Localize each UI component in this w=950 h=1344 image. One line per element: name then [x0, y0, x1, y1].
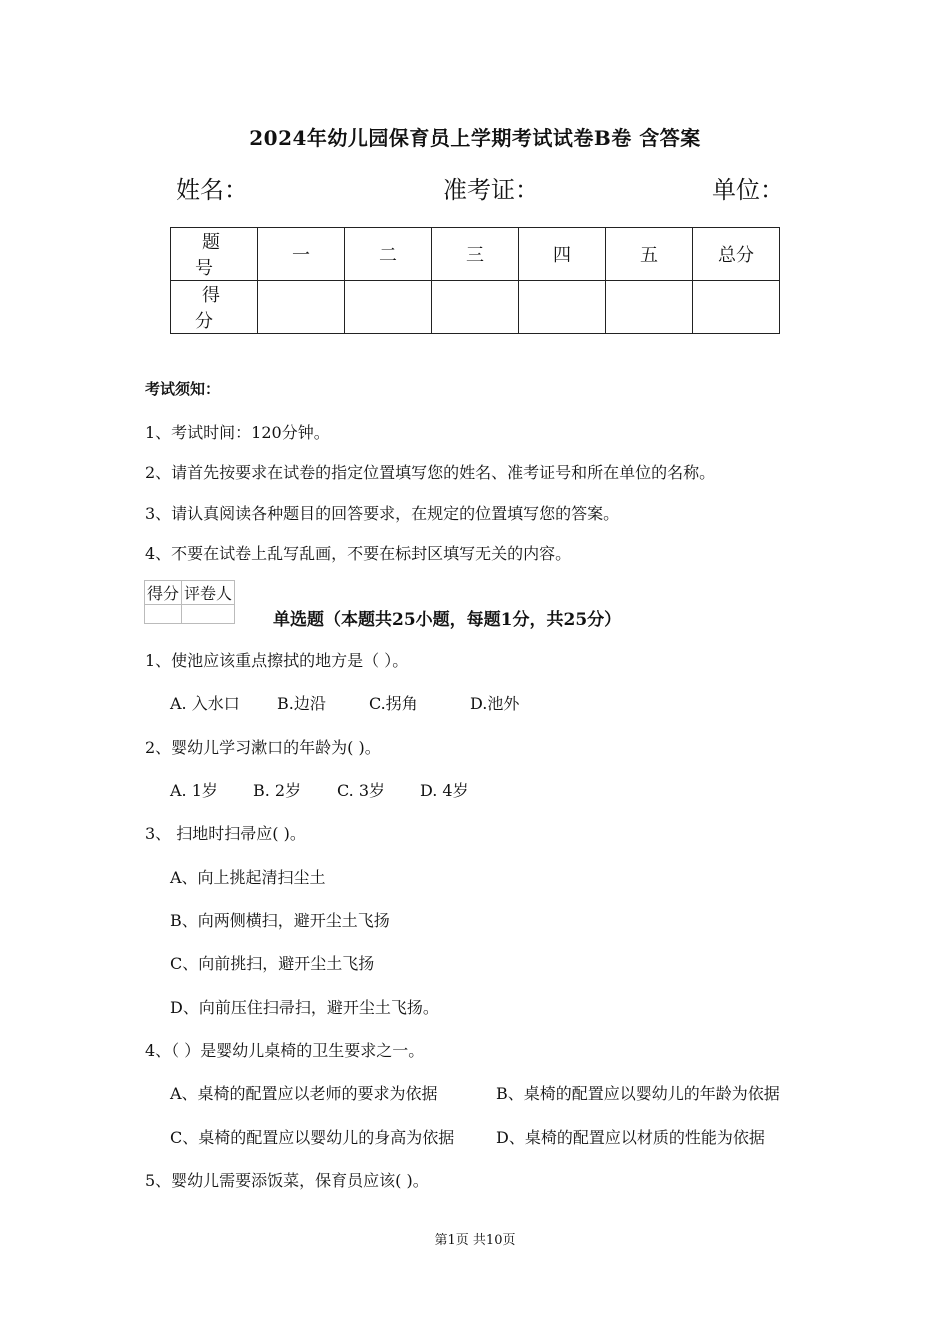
section-5-header: 五 — [606, 228, 693, 281]
grader-name-cell[interactable] — [182, 605, 235, 624]
total-header: 总分 — [693, 228, 780, 281]
name-field-label: 姓名： — [176, 176, 248, 204]
question-number-label: 题 号 — [171, 228, 258, 281]
score-cell-5[interactable] — [606, 281, 693, 334]
score-cell-total[interactable] — [693, 281, 780, 334]
ticket-field-label: 准考证： — [443, 176, 539, 204]
option: A、桌椅的配置应以老师的要求为依据 — [170, 1084, 438, 1103]
option: C、桌椅的配置应以婴幼儿的身高为依据 — [170, 1128, 455, 1147]
option: C、向前挑扫，避开尘土飞扬 — [170, 954, 375, 973]
notice-item: 1、考试时间：120分钟。 — [145, 423, 330, 442]
option: B、向两侧横扫，避开尘土飞扬 — [170, 911, 390, 930]
option: D. 4岁 — [420, 781, 469, 800]
question-stem: 4、（ ）是婴幼儿桌椅的卫生要求之一。 — [145, 1041, 425, 1060]
option: D、桌椅的配置应以材质的性能为依据 — [496, 1128, 765, 1147]
score-cell-2[interactable] — [345, 281, 432, 334]
score-label: 得 分 — [171, 281, 258, 334]
grader-box — [144, 580, 235, 624]
grader-name-label: 评卷人 — [182, 581, 235, 605]
score-table — [170, 227, 780, 334]
section-2-header: 二 — [345, 228, 432, 281]
page-footer: 第1页 共10页 — [434, 1233, 516, 1248]
question-stem: 3、 扫地时扫帚应( )。 — [145, 824, 306, 843]
score-cell-4[interactable] — [519, 281, 606, 334]
section-1-header: 一 — [258, 228, 345, 281]
unit-field-label: 单位： — [712, 176, 784, 204]
page-title: 2024年幼儿园保育员上学期考试试卷B卷 含答案 — [249, 126, 701, 150]
grader-score-cell[interactable] — [145, 605, 182, 624]
grader-score-label: 得分 — [145, 581, 182, 605]
notice-item: 3、请认真阅读各种题目的回答要求，在规定的位置填写您的答案。 — [145, 504, 620, 523]
score-cell-3[interactable] — [432, 281, 519, 334]
option: D、向前压住扫帚扫，避开尘土飞扬。 — [170, 998, 439, 1017]
option: B. 2岁 — [253, 781, 302, 800]
notice-item: 2、请首先按要求在试卷的指定位置填写您的姓名、准考证号和所在单位的名称。 — [145, 463, 716, 482]
question-stem: 5、婴幼儿需要添饭菜，保育员应该( )。 — [145, 1171, 429, 1190]
option: B、桌椅的配置应以婴幼儿的年龄为依据 — [496, 1084, 780, 1103]
option: C. 3岁 — [337, 781, 386, 800]
option: A. 入水口 — [170, 694, 240, 713]
option: A、向上挑起清扫尘土 — [170, 868, 326, 887]
score-cell-1[interactable] — [258, 281, 345, 334]
option: B.边沿 — [277, 694, 326, 713]
section-3-header: 三 — [432, 228, 519, 281]
question-stem: 2、婴幼儿学习漱口的年龄为( )。 — [145, 738, 381, 757]
option: A. 1岁 — [170, 781, 218, 800]
question-stem: 1、使池应该重点擦拭的地方是（ ）。 — [145, 651, 409, 670]
score-header-row — [171, 228, 780, 281]
notice-item: 4、不要在试卷上乱写乱画，不要在标封区填写无关的内容。 — [145, 544, 572, 563]
notice-heading: 考试须知： — [145, 380, 221, 398]
section-title: 单选题（本题共25小题，每题1分，共25分） — [273, 610, 622, 630]
option: D.池外 — [470, 694, 520, 713]
section-4-header: 四 — [519, 228, 606, 281]
option: C.拐角 — [369, 694, 418, 713]
score-value-row — [171, 281, 780, 334]
